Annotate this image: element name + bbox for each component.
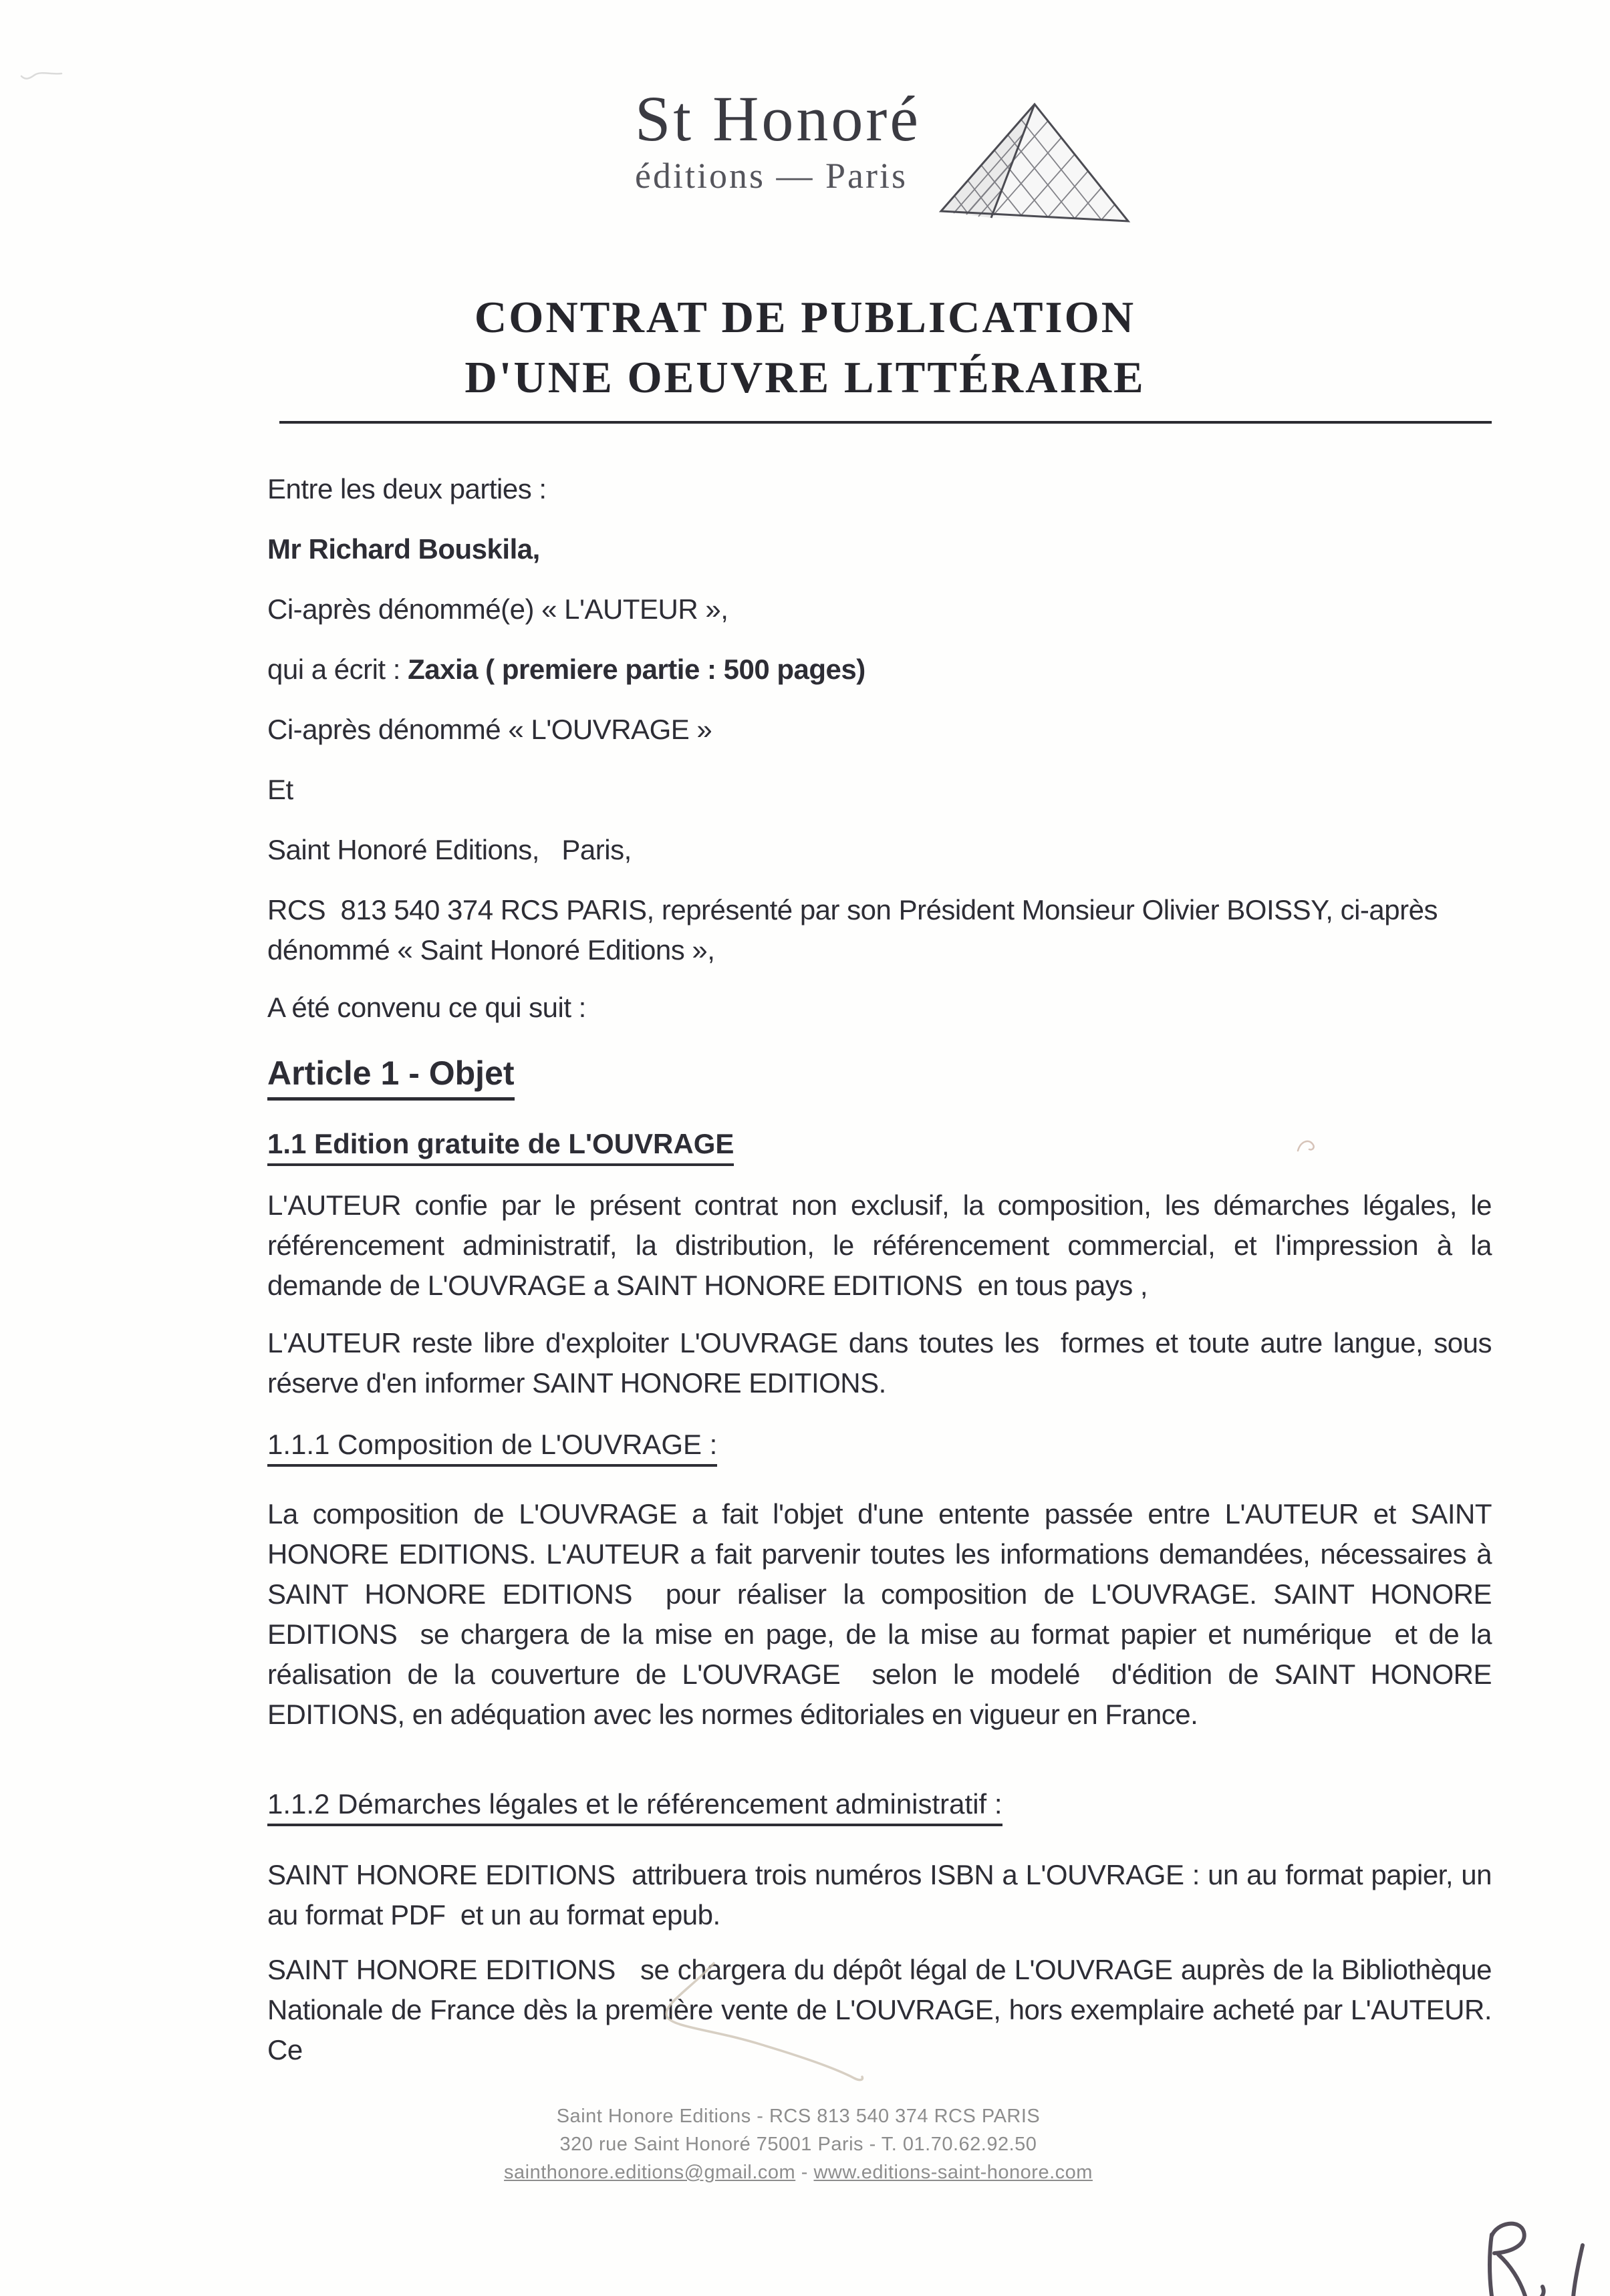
scan-smudge-top-left: [20, 65, 67, 86]
work-title: Zaxia ( premiere partie : 500 pages): [408, 654, 865, 685]
publisher-logo: [635, 83, 1135, 228]
title-divider: [279, 421, 1492, 424]
section-1-1-2-heading: 1.1.2 Démarches légales et le référencement administratif :: [267, 1785, 1492, 1823]
section-1-1-heading: 1.1 Edition gratuite de L'OUVRAGE: [267, 1125, 1492, 1163]
document-title-line2: D'UNE OEUVRE LITTÉRAIRE: [464, 353, 1146, 402]
publisher-line: Saint Honoré Editions, Paris,: [267, 834, 632, 865]
section-1-1-2-paragraph-2: SAINT HONORE EDITIONS se chargera du dépôt légal de L'OUVRAGE auprès de la Bibliothèque Nationale de France dès la première vente de L'OUVRAGE, hors exemplaire acheté par L'AUTEUR. Ce: [267, 1954, 1500, 2065]
publisher-rcs-line: RCS 813 540 374 RCS PARIS, représenté par son Président Monsieur Olivier BOISSY, ci-après dénommé « Saint Honoré Editions »,: [267, 894, 1446, 966]
handwritten-initials: [1464, 2220, 1610, 2296]
brand-subtitle: éditions — Paris: [635, 156, 908, 196]
work-line: [267, 650, 1492, 690]
work-prefix: qui a écrit :: [267, 654, 408, 685]
section-1-1-1-paragraph: La composition de L'OUVRAGE a fait l'objet d'une entente passée entre L'AUTEUR et SAINT HONORE EDITIONS. L'AUTEUR a fait parvenir toutes les informations demandées, nécessaires à SAINT HONORE EDITIONS pour réaliser la composition de L'OUVRAGE. SAINT HONORE EDITIONS se chargera de la mise en page, de la mise au format papier et numérique et de la réalisation de la couverture de L'OUVRAGE selon le modelé d'édition de SAINT HONORE EDITIONS, en adéquation avec les normes éditoriales en vigueur en France.: [267, 1498, 1500, 1730]
conjunction: Et: [267, 774, 293, 805]
author-name: Mr Richard Bouskila,: [267, 533, 540, 565]
author-alias: Ci-après dénommé(e) « L'AUTEUR »,: [267, 593, 728, 625]
page-footer: [0, 2102, 1597, 2186]
brand-name: St Honoré: [635, 83, 921, 154]
contract-body: [267, 469, 1500, 2070]
work-alias: Ci-après dénommé « L'OUVRAGE »: [267, 714, 712, 745]
agreement-line: A été convenu ce qui suit :: [267, 992, 586, 1023]
footer-links-line: [0, 2158, 1597, 2186]
section-1-1-paragraph-1: L'AUTEUR confie par le présent contrat non exclusif, la composition, les démarches légales, le référencement administratif, la distribution, le référencement commercial, et l'impression à la demande de L'OUVRAGE a SAINT HONORE EDITIONS en tous pays ,: [267, 1189, 1500, 1301]
footer-email-link[interactable]: sainthonore.editions@gmail.com: [504, 2162, 796, 2183]
section-1-1-2-paragraph-1: SAINT HONORE EDITIONS attribuera trois numéros ISBN a L'OUVRAGE : un au format papier, un au format PDF et un au format epub.: [267, 1859, 1500, 1930]
pyramid-logo-icon: [934, 98, 1135, 228]
section-1-1-paragraph-2: L'AUTEUR reste libre d'exploiter L'OUVRAGE dans toutes les formes et toute autre langue, sous réserve d'en informer SAINT HONORE EDITIONS.: [267, 1327, 1500, 1399]
parties-line: Entre les deux parties :: [267, 473, 547, 505]
document-title: [0, 287, 1610, 408]
article-1-heading: Article 1 - Objet: [267, 1052, 1492, 1095]
footer-company-line: Saint Honore Editions - RCS 813 540 374 RCS PARIS: [556, 2106, 1041, 2127]
footer-link-separator: -: [795, 2162, 814, 2183]
footer-website-link[interactable]: www.editions-saint-honore.com: [813, 2162, 1093, 2183]
document-title-line1: CONTRAT DE PUBLICATION: [474, 293, 1136, 342]
section-1-1-1-heading: 1.1.1 Composition de L'OUVRAGE :: [267, 1426, 1492, 1463]
footer-address-line: 320 rue Saint Honoré 75001 Paris - T. 01.70.62.92.50: [559, 2134, 1037, 2155]
